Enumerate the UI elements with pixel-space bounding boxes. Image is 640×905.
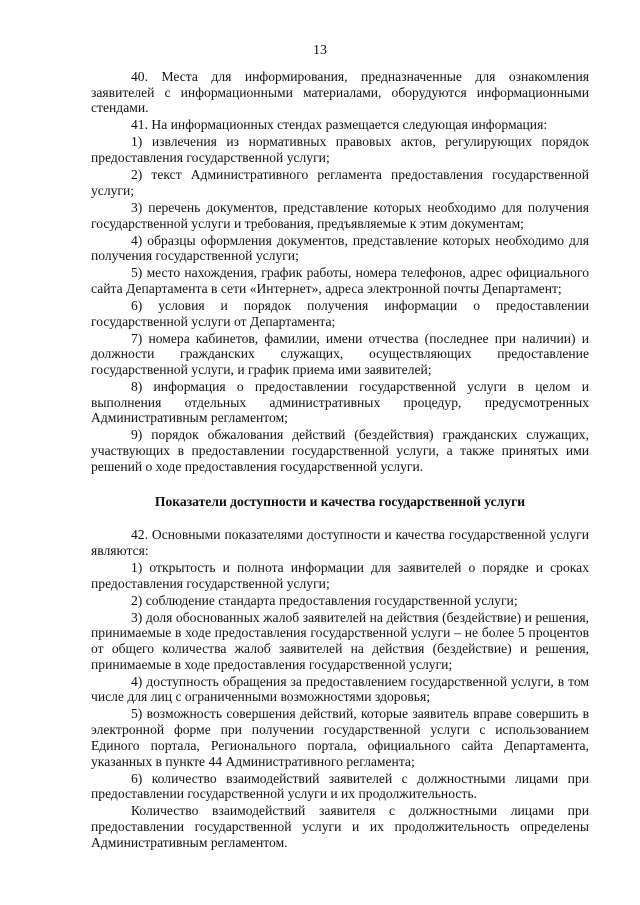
list-item-42-5: 5) возможность совершения действий, которые заявитель вправе совершить в электронной форме при получении государственной услуги с использованием Единого портала, Регионального портала, официального сайта Департамента, указанных в пункте 44 Административного регламента;	[91, 706, 589, 769]
list-item-41-6: 6) условия и порядок получения информации о предоставлении государственной услуги от Департамента;	[91, 297, 589, 329]
paragraph-40: 40. Места для информирования, предназначенные для ознакомления заявителей с информационными материалами, оборудуются информационными стендами.	[91, 69, 589, 116]
section-heading: Показатели доступности и качества государственной услуги	[154, 493, 526, 509]
list-item-41-1: 1) извлечения из нормативных правовых актов, регулирующих порядок предоставления государственной услуги;	[91, 134, 589, 166]
list-item-42-6: 6) количество взаимодействий заявителей с должностными лицами при предоставлении государственной услуги и их продолжительность.	[91, 770, 589, 802]
paragraph-42: 42. Основными показателями доступности и качества государственной услуги являются:	[91, 527, 589, 558]
list-item-42-2: 2) соблюдение стандарта предоставления государственной услуги;	[131, 592, 518, 608]
list-item-42-4: 4) доступность обращения за предоставлением государственной услуги, в том числе для лиц с ограниченными возможностями здоровья;	[91, 673, 589, 705]
list-item-41-2: 2) текст Административного регламента предоставления государственной услуги;	[91, 167, 589, 198]
paragraph-41: 41. На информационных стендах размещается следующая информация:	[131, 117, 548, 133]
list-item-41-9: 9) порядок обжалования действий (бездействия) гражданских служащих, участвующих в предоставлении государственной услуги, а также принятых ими решений о ходе предоставления государственной услуги.	[91, 427, 589, 474]
closing-paragraph: Количество взаимодействий заявителя с должностными лицами при предоставлении государственной услуги и их продолжительность определены Административным регламентом.	[91, 803, 589, 850]
list-item-41-8: 8) информация о предоставлении государственной услуги в целом и выполнения отдельных административных процедур, предусмотренных Административным регламентом;	[91, 379, 589, 426]
page-number: 13	[313, 43, 327, 58]
list-item-41-4: 4) образцы оформления документов, представление которых необходимо для получения государственной услуги;	[91, 232, 589, 264]
list-item-41-5: 5) место нахождения, график работы, номера телефонов, адрес официального сайта Департамента в сети «Интернет», адреса электронной почты Департамент;	[91, 265, 589, 296]
document-body	[91, 69, 589, 852]
list-item-41-7: 7) номера кабинетов, фамилии, имени отчества (последнее при наличии) и должности гражданских служащих, осуществляющих предоставление государственной услуги, и график приема ими заявителей;	[91, 330, 589, 378]
list-item-42-1: 1) открытость и полнота информации для заявителей о порядке и сроках предоставления государственной услуги;	[91, 559, 589, 591]
list-item-41-3: 3) перечень документов, представление которых необходимо для получения государственной услуги и требования, предъявляемые к этим документам;	[91, 199, 589, 231]
list-item-42-3: 3) доля обоснованных жалоб заявителей на действия (бездействие) и решения, принимаемые в ходе предоставления государственной услуги – не более 5 процентов от общего количества жалоб заявителей на действия (бездействие) и решения, принимаемые в ходе предоставления государственной услуги;	[91, 609, 589, 672]
